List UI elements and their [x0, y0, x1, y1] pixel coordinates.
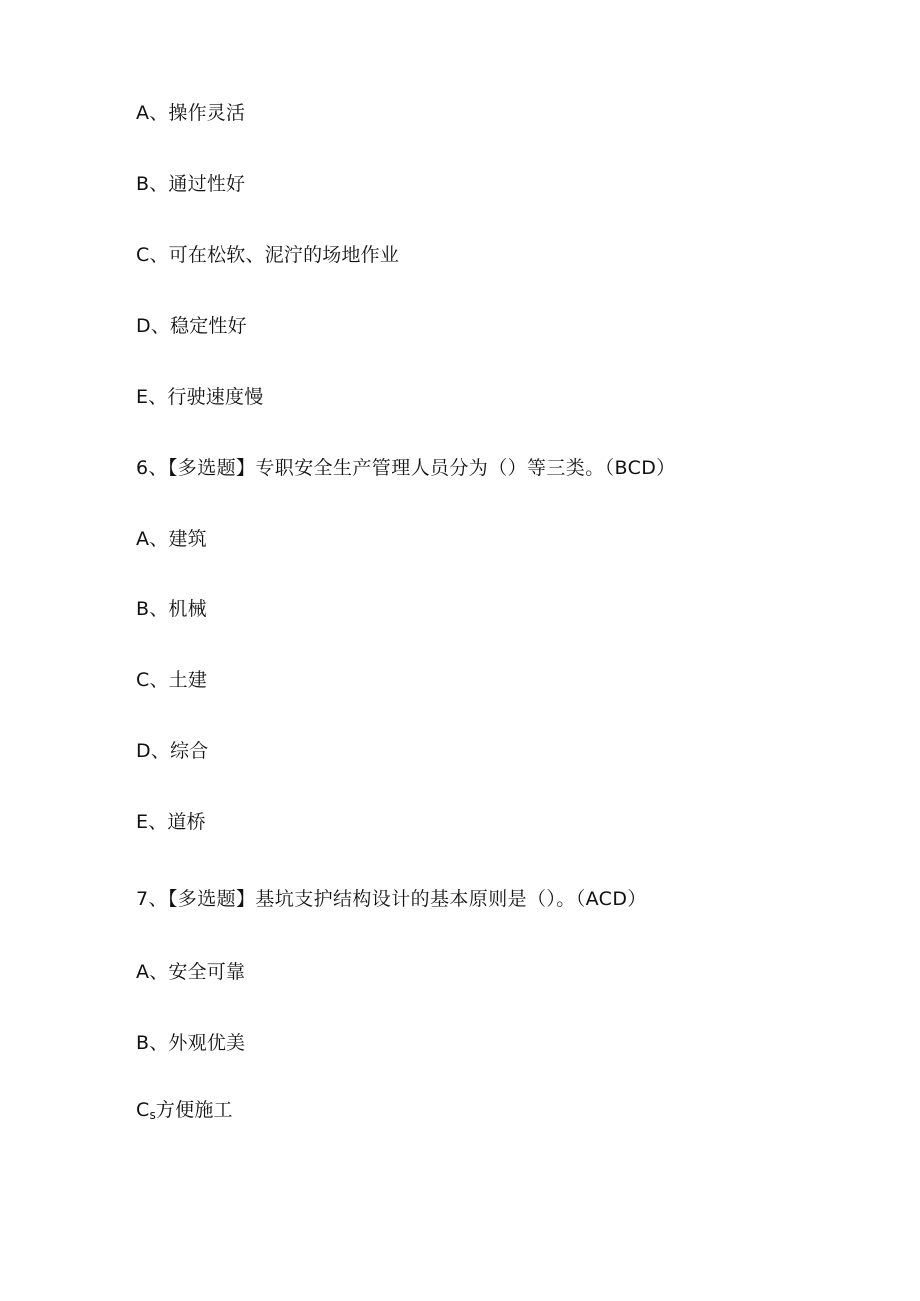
question-line: 7、【多选题】基坑支护结构设计的基本原则是（）。（ACD）: [136, 888, 647, 910]
option-line-last: [136, 1098, 233, 1127]
option-letter: C: [136, 1099, 150, 1121]
option-line: C、土建: [136, 669, 208, 691]
option-line: B、通过性好: [136, 173, 246, 195]
option-line: E、道桥: [136, 811, 206, 833]
option-line: B、机械: [136, 598, 207, 620]
option-text: 方便施工: [155, 1099, 233, 1121]
option-line: D、稳定性好: [136, 315, 247, 337]
option-line: A、安全可靠: [136, 961, 246, 983]
option-line: D、综合: [136, 740, 209, 762]
option-line: E、行驶速度慢: [136, 386, 264, 408]
option-line: C、可在松软、泥泞的场地作业: [136, 244, 400, 266]
question-line: 6、【多选题】专职安全生产管理人员分为（）等三类。（BCD）: [136, 457, 676, 479]
option-line: A、操作灵活: [136, 102, 246, 124]
option-subscript: s: [149, 1108, 156, 1122]
option-line: B、外观优美: [136, 1032, 246, 1054]
option-line: A、建筑: [136, 528, 207, 550]
